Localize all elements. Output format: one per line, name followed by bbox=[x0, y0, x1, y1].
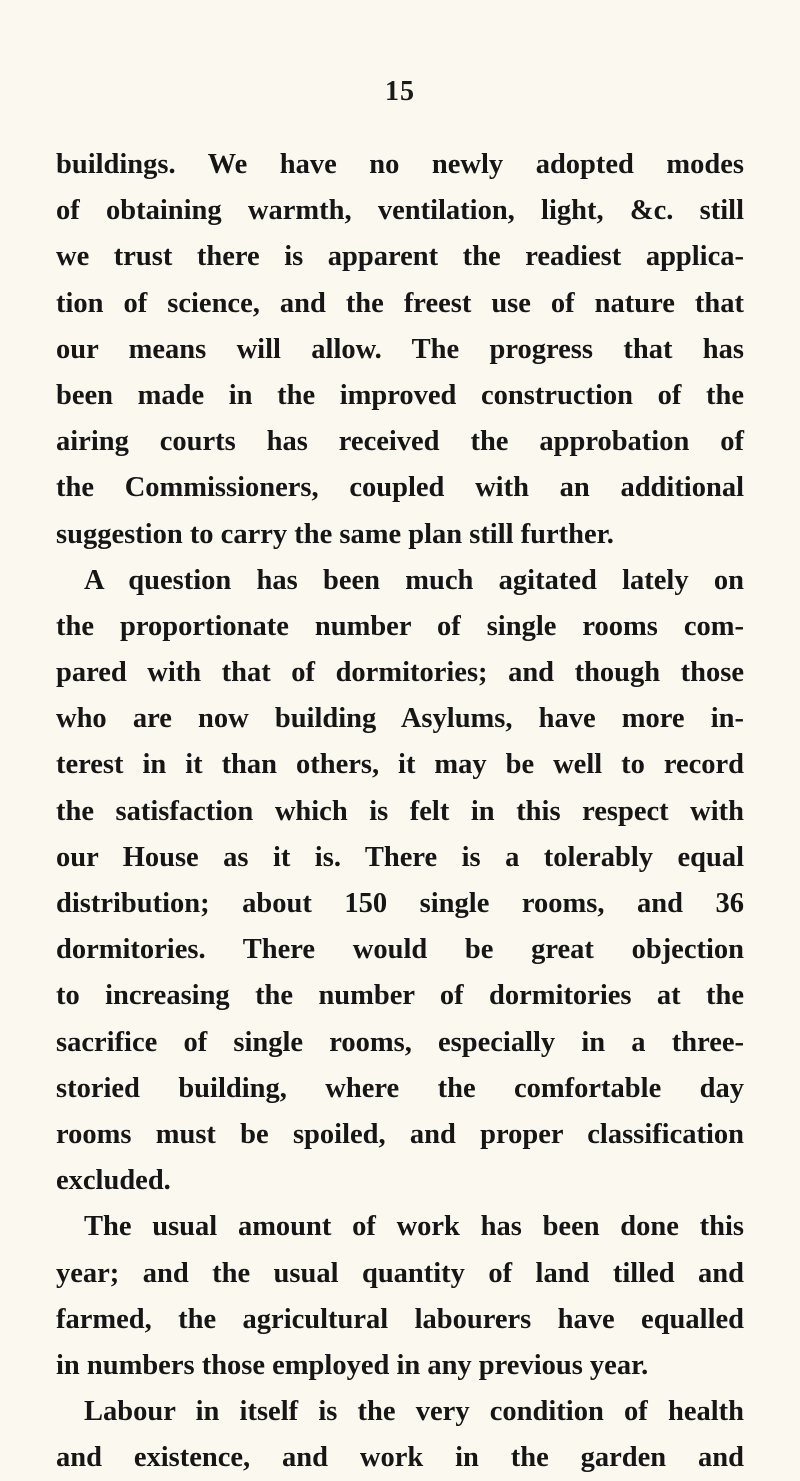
text-line: and existence, and work in the garden and bbox=[56, 1442, 744, 1474]
text-line: been made in the improved construction of the bbox=[56, 379, 744, 411]
text-line: our means will allow. The progress that has bbox=[56, 333, 744, 365]
text-line: we trust there is apparent the readiest applica- bbox=[56, 241, 744, 273]
text-line: suggestion to carry the same plan still further. bbox=[56, 518, 614, 550]
text-line: pared with that of dormitories; and though those bbox=[56, 657, 744, 689]
text-line: the satisfaction which is felt in this respect with bbox=[56, 795, 744, 827]
text-line: the proportionate number of single rooms com- bbox=[56, 610, 744, 642]
text-line: of obtaining warmth, ventilation, light, &c. still bbox=[56, 195, 744, 227]
text-line: storied building, where the comfortable day bbox=[56, 1072, 744, 1104]
text-line: buildings. We have no newly adopted modes bbox=[56, 149, 744, 180]
text-line: rooms must be spoiled, and proper classification bbox=[56, 1118, 744, 1150]
text-line: to increasing the number of dormitories at the bbox=[56, 980, 744, 1012]
text-line: A question has been much agitated lately on bbox=[84, 564, 744, 596]
text-line: dormitories. There would be great objection bbox=[56, 934, 744, 966]
text-line: our House as it is. There is a tolerably equal bbox=[56, 841, 744, 873]
text-line: farmed, the agricultural labourers have equalled bbox=[56, 1303, 744, 1335]
text-line: The usual amount of work has been done this bbox=[84, 1211, 744, 1243]
text-line: excluded. bbox=[56, 1165, 171, 1197]
text-line: sacrifice of single rooms, especially in a three- bbox=[56, 1026, 744, 1058]
text-line: airing courts has received the approbation of bbox=[56, 426, 744, 458]
text-line: tion of science, and the freest use of nature that bbox=[56, 287, 744, 319]
body-text bbox=[56, 142, 744, 1481]
text-line: who are now building Asylums, have more in- bbox=[56, 703, 744, 735]
text-line: the Commissioners, coupled with an additional bbox=[56, 472, 744, 504]
text-line: terest in it than others, it may be well to record bbox=[56, 749, 744, 781]
page-number: 15 bbox=[385, 76, 415, 107]
text-line: distribution; about 150 single rooms, and 36 bbox=[56, 888, 744, 919]
text-line: in numbers those employed in any previous year. bbox=[56, 1349, 649, 1381]
text-line: year; and the usual quantity of land tilled and bbox=[56, 1257, 744, 1289]
text-line: Labour in itself is the very condition of health bbox=[84, 1396, 744, 1428]
